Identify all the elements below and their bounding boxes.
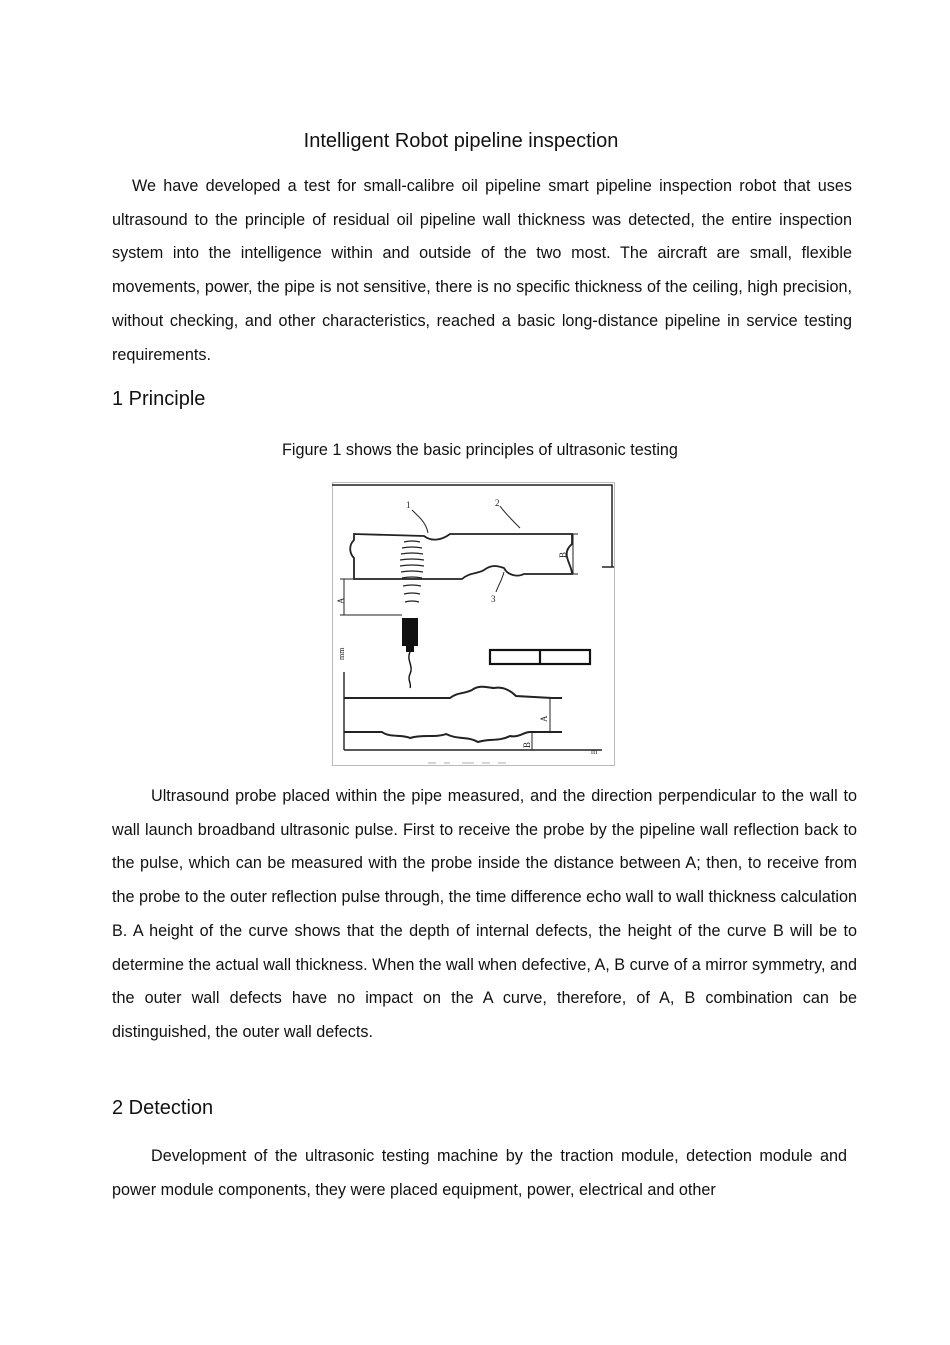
figure-label-m: m <box>591 747 598 756</box>
figure-label-B-bottom: B <box>522 741 532 748</box>
figure-label-3: 3 <box>491 594 496 604</box>
figure-label-1: 1 <box>406 500 411 510</box>
section-heading-principle: 1 Principle <box>112 388 206 410</box>
figure-diagram <box>332 482 615 766</box>
figure-caption: Figure 1 shows the basic principles of ultrasonic testing <box>282 441 678 459</box>
figure-label-B-top: B <box>558 551 568 558</box>
figure-label-A-left: A <box>336 597 346 604</box>
figure-ultrasonic-principle <box>332 482 615 766</box>
figure-label-A-right: A <box>539 715 549 722</box>
detection-paragraph: Development of the ultrasonic testing machine by the traction module, detection module and power module components, they were placed equipment, power, electrical and other <box>112 1147 847 1199</box>
figure-label-2: 2 <box>495 498 500 508</box>
principle-paragraph: Ultrasound probe placed within the pipe measured, and the direction perpendicular to the wall to wall launch broadband ultrasonic pulse. First to receive the probe by the pipeline wall reflection back to the pulse, which can be measured with the probe inside the distance between A; then, to receive from the probe to the outer reflection pulse through, the time difference echo wall to wall thickness calculation B. A height of the curve shows that the depth of internal defects, the height of the curve B will be to determine the actual wall thickness. When the wall when defective, A, B curve of a mirror symmetry, and the outer wall defects have no impact on the A curve, therefore, of A, B combination can be distinguished, the outer wall defects. <box>112 787 857 1041</box>
section-heading-detection: 2 Detection <box>112 1097 214 1119</box>
intro-paragraph: We have developed a test for small-calibre oil pipeline smart pipeline inspection robot that uses ultrasound to the principle of residual oil pipeline wall thickness was detected, the entire inspection system into the intelligence within and outside of the two most. The aircraft are small, flexible movements, power, the pipe is not sensitive, there is no specific thickness of the ceiling, high precision, without checking, and other characteristics, reached a basic long-distance pipeline in service testing requirements. <box>112 177 852 364</box>
figure-label-mm: mm <box>337 647 346 660</box>
document-title: Intelligent Robot pipeline inspection <box>303 130 619 152</box>
